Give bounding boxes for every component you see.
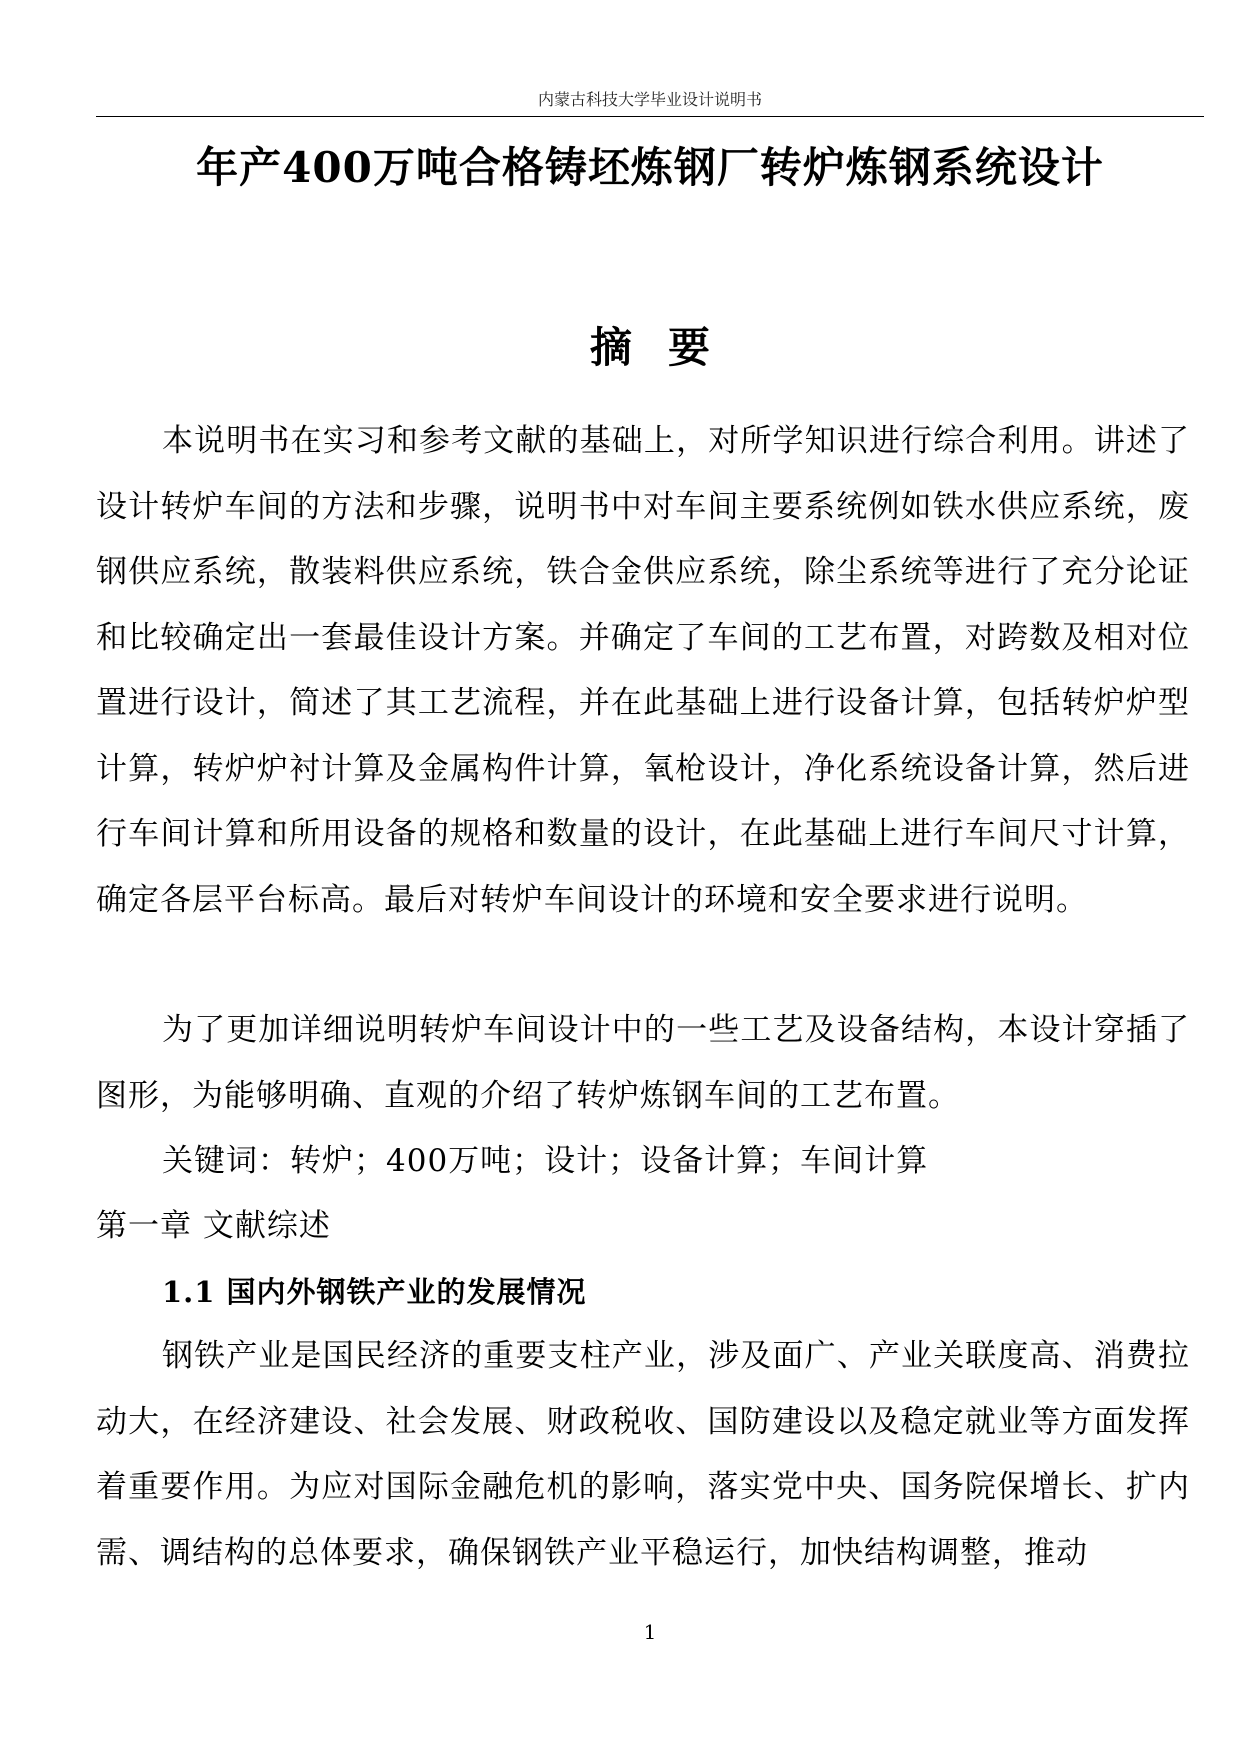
chapter-heading: 第一章 文献综述 (96, 1208, 331, 1244)
header-rule (96, 116, 1204, 117)
running-header: 内蒙古科技大学毕业设计说明书 (537, 90, 762, 109)
page-number: 1 (643, 1620, 657, 1644)
abstract-heading: 摘要 (589, 323, 746, 372)
document-title: 年产400万吨合格铸坯炼钢厂转炉炼钢系统设计 (196, 143, 1104, 192)
keywords-line: 关键词：转炉；400万吨；设计；设备计算；车间计算 (162, 1143, 929, 1179)
section-paragraph: 钢铁产业是国民经济的重要支柱产业，涉及面广、产业关联度高、消费拉动大，在经济建设、社会发展、财政税收、国防建设以及稳定就业等方面发挥着重要作用。为应对国际金融危机的影响，落实党中央、国务院保增长、扩内需、调结构的总体要求，确保钢铁产业平稳运行，加快结构调整，推动 (96, 1338, 1190, 1571)
section-heading: 1.1 国内外钢铁产业的发展情况 (162, 1275, 587, 1309)
abstract-paragraph-2: 为了更加详细说明转炉车间设计中的一些工艺及设备结构，本设计穿插了图形，为能够明确、直观的介绍了转炉炼钢车间的工艺布置。 (96, 1012, 1190, 1114)
abstract-paragraph-1: 本说明书在实习和参考文献的基础上，对所学知识进行综合利用。讲述了设计转炉车间的方法和步骤，说明书中对车间主要系统例如铁水供应系统，废钢供应系统，散装料供应系统，铁合金供应系统，除尘系统等进行了充分论证和比较确定出一套最佳设计方案。并确定了车间的工艺布置，对跨数及相对位置进行设计，简述了其工艺流程，并在此基础上进行设备计算，包括转炉炉型计算，转炉炉衬计算及金属构件计算，氧枪设计，净化系统设备计算，然后进行车间计算和所用设备的规格和数量的设计，在此基础上进行车间尺寸计算，确定各层平台标高。最后对转炉车间设计的环境和安全要求进行说明。 (96, 423, 1190, 918)
